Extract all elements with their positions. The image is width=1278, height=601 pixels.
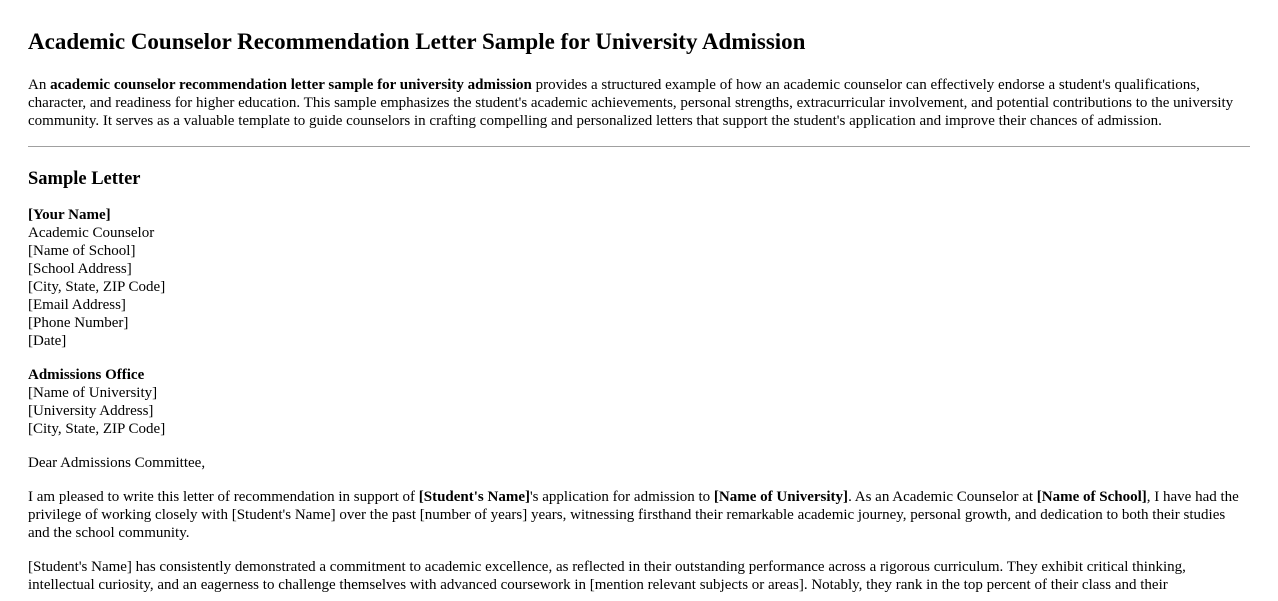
recipient-line: [City, State, ZIP Code] [28,421,166,437]
section-divider [28,146,1250,147]
recipient-line: [Name of University] [28,385,158,401]
recipient-line: [University Address] [28,403,154,419]
intro-prefix: An [28,77,51,93]
sender-line: [Phone Number] [28,315,129,331]
intro-bold-phrase: academic counselor recommendation letter sample for university admission [50,77,532,93]
intro-paragraph [28,76,1250,130]
recipient-block [28,366,1250,438]
page-title: Academic Counselor Recommendation Letter Sample for University Admission [28,29,806,54]
letter-paragraph-2: [Student's Name] has consistently demonstrated a commitment to academic excellence, as reflected in their outstanding performance across a rigorous curriculum. They exhibit critical thinking, intellectual curiosity, and an eagerness to challenge themselves with advanced coursework in [mention relevant subjects or areas]. Notably, they rank in the top percent of their class and their [28,559,1186,593]
p1-text: . As an Academic Counselor at [848,489,1037,505]
sender-block [28,206,1250,350]
p1-text: 's application for admission to [529,489,714,505]
document-page [28,0,1250,594]
section-title: Sample Letter [28,169,141,189]
sender-line: [Email Address] [28,297,126,313]
school-name-placeholder: [Name of School] [1036,489,1147,505]
sender-line: Academic Counselor [28,225,155,241]
sender-line: [School Address] [28,261,132,277]
sender-name: [Your Name] [28,207,111,223]
sender-line: [City, State, ZIP Code] [28,279,166,295]
intro-rest: provides a structured example of how an academic counselor can effectively endorse a student's qualifications, character, and readiness for higher education. This sample emphasizes the student's academic achievements, personal strengths, extracurricular involvement, and potential contributions to the university community. It serves as a valuable template to guide counselors in crafting compelling and personalized letters that support the student's application and improve their chances of admission. [28,77,1234,129]
salutation: Dear Admissions Committee, [28,455,206,471]
p1-text: , I have had the privilege of working closely with [Student's Name] over the past [number of years] years, witnessing firsthand their remarkable academic journey, personal growth, and dedication to both their studies and the school community. [28,489,1239,541]
sender-line: [Name of School] [28,243,136,259]
recipient-name: Admissions Office [28,367,145,383]
university-name-placeholder: [Name of University] [713,489,849,505]
student-name-placeholder: [Student's Name] [418,489,530,505]
letter-paragraph-1 [28,488,1250,542]
sender-line: [Date] [28,333,67,349]
p1-text: I am pleased to write this letter of recommendation in support of [28,489,419,505]
